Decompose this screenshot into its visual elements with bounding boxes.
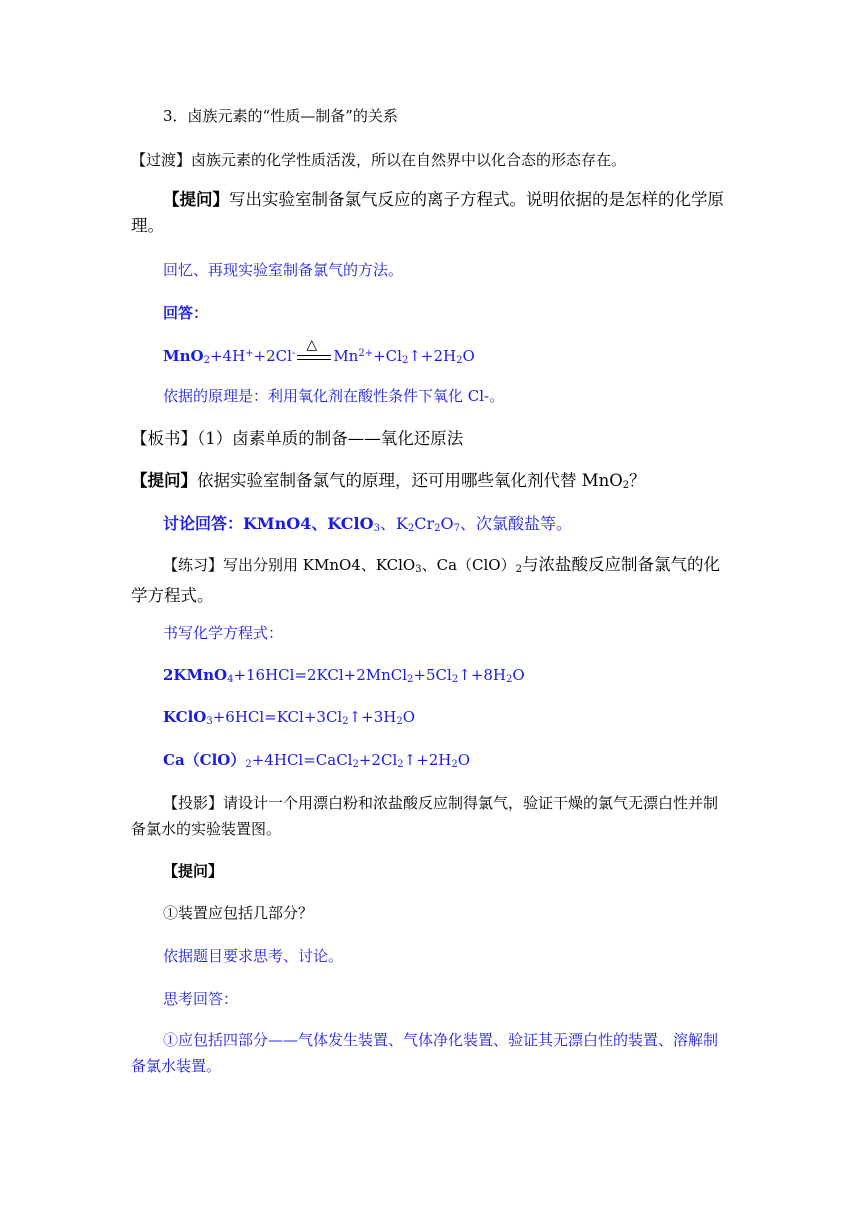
blackboard-line: 【板书】（1）卤素单质的制备——氧化还原法 [131,429,464,448]
equation-kmno4: $2KMnO_4+16HCl=2KCl+2MnCl_2+5Cl_2↑+8H_2O$ [163,666,525,685]
think-answer-label: 思考回答： [163,990,239,1008]
exercise-paragraph: 【练习】写出分别用 KMnO4、KClO$_3$、$Ca(ClO)_2$与浓盐酸反应制备氯气的化学方程式。 [131,555,720,605]
equation-kclo3: $KClO_3+6HCl=KCl+3Cl_2↑+3H_2O$ [163,708,416,727]
section-heading: 3．卤族元素的“性质—制备”的关系 [163,107,398,125]
heat-condition-symbol: △ [297,347,331,361]
question-label-3: 【提问】 [163,862,224,880]
equation-mno2: MnO$_2$+4H++2Cl- △ $Mn^{2+}+Cl_2↑+2H_2O$ [163,337,475,366]
think-discuss-line: 依据题目要求思考、讨论。 [163,947,344,965]
write-equations-label: 书写化学方程式： [163,624,284,642]
transition-paragraph: 【过渡】卤族元素的化学性质活泼，所以在自然界中以化合态的形态存在。 [131,151,627,169]
projection-paragraph: 【投影】请设计一个用漂白粉和浓盐酸反应制得氯气，验证干燥的氯气无漂白性并制备氯水的实验装置图。 [131,794,719,838]
equation-caclo2: $Ca(ClO)_2+4HCl=CaCl_2+2Cl_2↑+2H_2O$ [163,751,471,770]
discussion-answer: 讨论回答：KMnO4、KClO$_3$、$K_2Cr_2O_7$、次氯酸盐等。 [163,514,573,534]
question-item-1: ①装置应包括几部分？ [163,904,314,922]
question-tag: 【提问】 [163,190,229,209]
principle-line: 依据的原理是：利用氧化剂在酸性条件下氧化 Cl-。 [163,387,505,405]
answer-paragraph: ①应包括四部分——气体发生装置、气体净化装置、验证其无漂白性的装置、溶解制备氯水装置。 [131,1031,719,1075]
answer-label: 回答： [163,304,209,322]
question-paragraph-1 [131,187,731,239]
recall-line: 回忆、再现实验室制备氯气的方法。 [163,261,404,279]
question-text: 写出实验室制备氯气反应的离子方程式。说明依据的是怎样的化学原理。 [131,190,724,235]
question-paragraph-2: 【提问】依据实验室制备氯气的原理，还可用哪些氧化剂代替 MnO$_2$？ [131,471,646,491]
